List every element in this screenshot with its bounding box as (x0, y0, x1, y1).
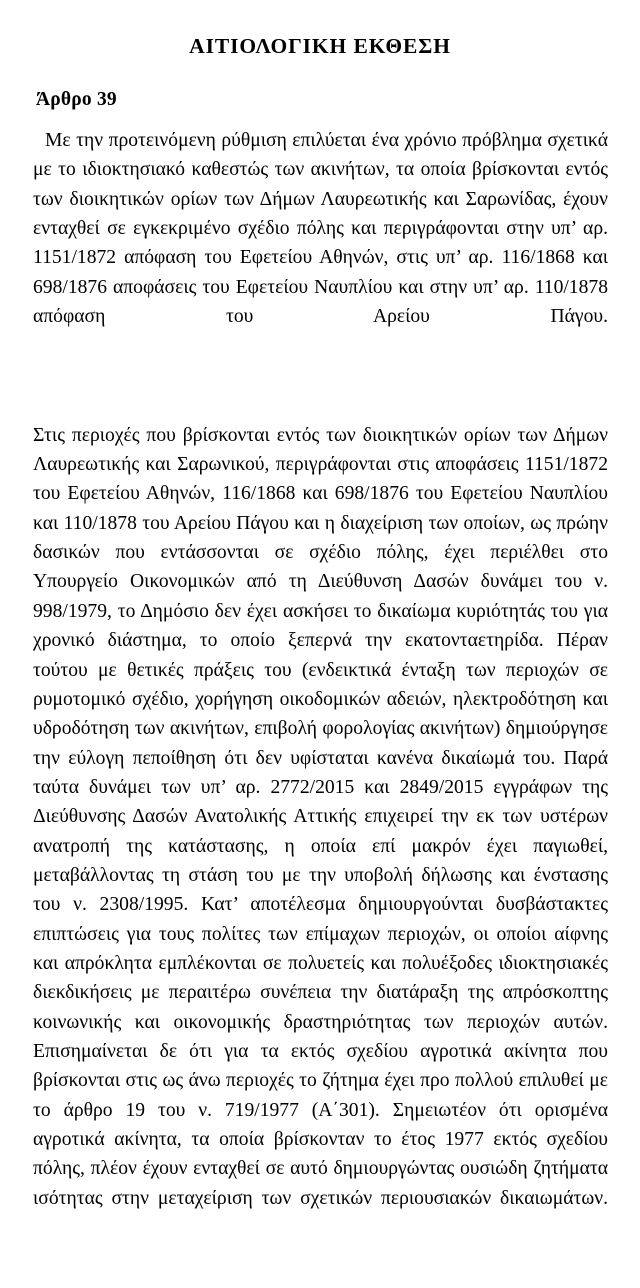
article-heading: Άρθρο 39 (36, 89, 117, 110)
paragraph-1: Με την προτεινόμενη ρύθμιση επιλύεται ένα χρόνιο πρόβλημα σχετικά με το ιδιοκτησιακό καθεστώς των ακινήτων, τα οποία βρίσκονται εντός των διοικητικών ορίων των Δήμων Λαυρεωτικής και Σαρωνίδας, έχουν ενταχθεί σε εγκεκριμένο σχέδιο πόλης και περιγράφονται στην υπ’ αρ. 1151/1872 απόφαση του Εφετείου Αθηνών, στις υπ’ αρ. 116/1868 και 698/1876 αποφάσεις του Εφετείου Ναυπλίου και στην υπ’ αρ. 110/1878 απόφαση του Αρείου Πάγου. (33, 130, 608, 328)
page-title: ΑΙΤΙΟΛΟΓΙΚΗ ΕΚΘΕΣΗ (189, 34, 451, 58)
document-body (33, 126, 608, 1242)
paragraph-2: Στις περιοχές που βρίσκονται εντός των διοικητικών ορίων των Δήμων Λαυρεωτικής και Σαρωνικού, περιγράφονται στις αποφάσεις 1151/1872 του Εφετείου Αθηνών, 116/1868 και 698/1876 του Εφετείου Ναυπλίου και 110/1878 του Αρείου Πάγου και η διαχείριση των οποίων, ως πρώην δασικών που εντάσσονται σε σχέδιο πόλης, έχει περιέλθει στο Υπουργείο Οικονομικών από τη Διεύθυνση Δασών δυνάμει του ν. 998/1979, το Δημόσιο δεν έχει ασκήσει το δικαίωμα κυριότητάς του για χρονικό διάστημα, το οποίο ξεπερνά την εκατονταετηρίδα. Πέραν τούτου με θετικές πράξεις του (ενδεικτικά ένταξη των περιοχών σε ρυμοτομικό σχέδιο, χορήγηση οικοδομικών αδειών, ηλεκτροδότηση και υδροδότηση των ακινήτων, επιβολή φορολογίας ακινήτων) δημιούργησε την εύλογη πεποίθηση ότι δεν υφίσταται κανένα δικαίωμά του. Παρά ταύτα δυνάμει των υπ’ αρ. 2772/2015 και 2849/2015 εγγράφων της Διεύθυνσης Δασών Ανατολικής Αττικής επιχειρεί την εκ των υστέρων ανατροπή της κατάστασης, η οποία επί μακρόν έχει παγιωθεί, μεταβάλλοντας τη στάση του με την υποβολή δήλωσης και ένστασης του ν. 2308/1995. Κατ’ αποτέλεσμα δημιουργούνται δυσβάστακτες επιπτώσεις για τους πολίτες των επίμαχων περιοχών, οι οποίοι αίφνης και απρόκλητα εμπλέκονται σε πολυετείς και πολυέξοδες ιδιοκτησιακές διεκδικήσεις με περαιτέρω συνέπεια την διατάραξη της απρόσκοπτης κοινωνικής και οικονομικής δραστηριότητας των περιοχών αυτών. Επισημαίνεται δε ότι για τα εκτός σχεδίου αγροτικά ακίνητα που βρίσκονται στις ως άνω περιοχές το ζήτημα έχει προ πολλού επιλυθεί με το άρθρο 19 του ν. 719/1977 (Α΄301). Σημειωτέον ότι ορισμένα αγροτικά ακίνητα, τα οποία βρίσκονταν το έτος 1977 εκτός σχεδίου πόλης, πλέον έχουν ενταχθεί σε αυτό δημιουργώντας ουσιώδη ζητήματα ισότητας στην μεταχείριση των σχετικών περιουσιακών δικαιωμάτων. (33, 424, 608, 1209)
